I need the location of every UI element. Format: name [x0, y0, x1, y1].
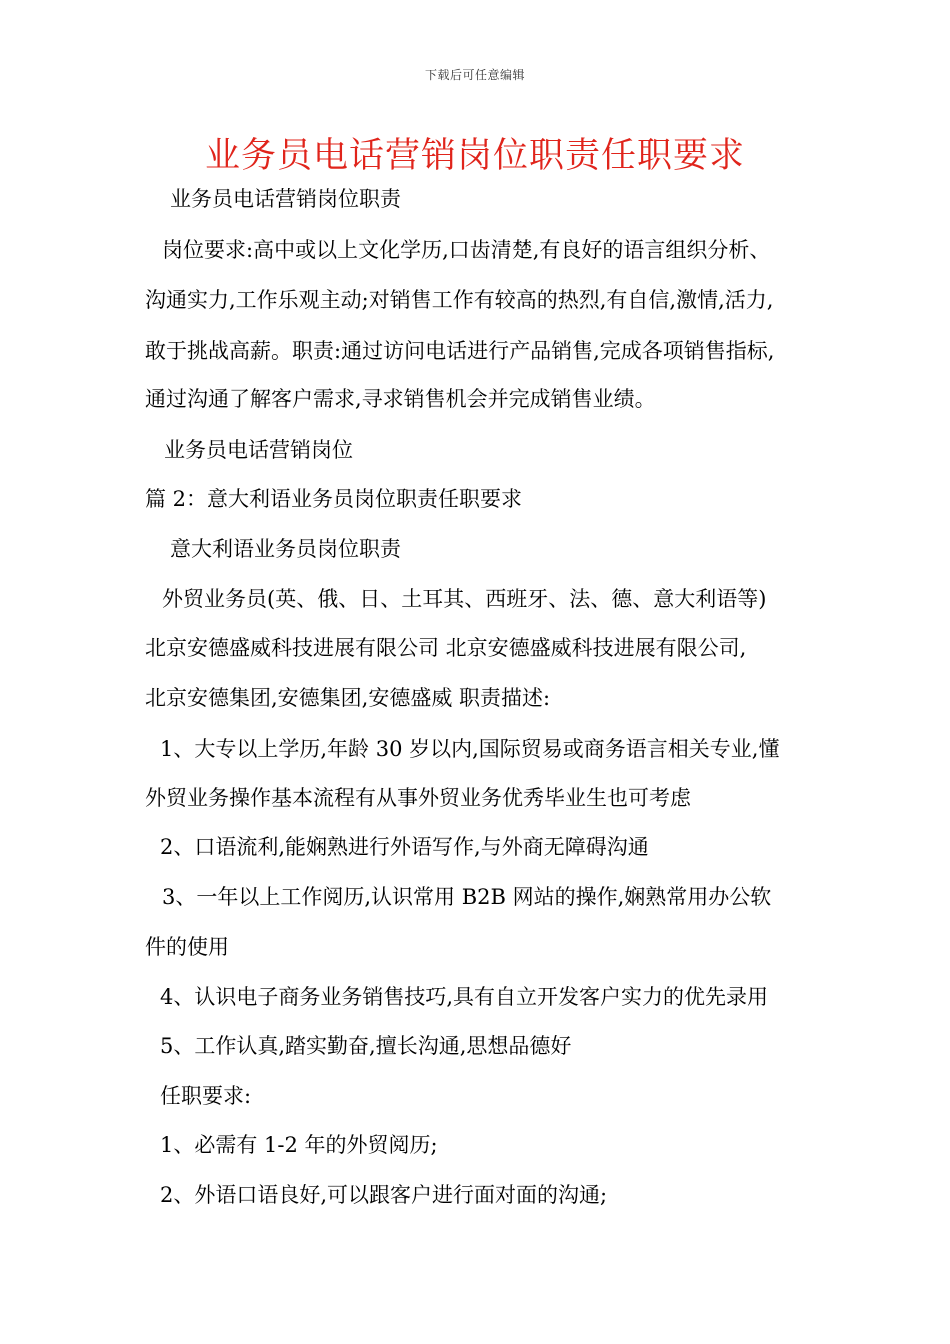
- section-heading: 篇 2：意大利语业务员岗位职责任职要求: [145, 487, 523, 511]
- paragraph-line: 业务员电话营销岗位: [164, 438, 353, 462]
- paragraph-line: 通过沟通了解客户需求,寻求销售机会并完成销售业绩。: [145, 387, 656, 411]
- paragraph-line: 任职要求:: [160, 1084, 252, 1108]
- document-title: 业务员电话营销岗位职责任职要求: [204, 136, 745, 176]
- paragraph-line: 沟通实力,工作乐观主动;对销售工作有较高的热烈,有自信,激情,活力,: [145, 288, 774, 312]
- list-item: 5、工作认真,踏实勤奋,擅长沟通,思想品德好: [160, 1034, 572, 1058]
- list-item: 3、一年以上工作阅历,认识常用 B2B 网站的操作,娴熟常用办公软: [162, 885, 772, 909]
- header-note: 下载后可任意编辑: [424, 68, 525, 82]
- paragraph-line: 外贸业务操作基本流程有从事外贸业务优秀毕业生也可考虑: [145, 786, 691, 810]
- paragraph-line: 岗位要求:高中或以上文化学历,口齿清楚,有良好的语言组织分析、: [162, 238, 771, 262]
- list-item: 1、大专以上学历,年龄 30 岁以内,国际贸易或商务语言相关专业,懂: [160, 737, 780, 761]
- paragraph-line: 北京安德盛威科技进展有限公司 北京安德盛威科技进展有限公司,: [145, 636, 747, 660]
- paragraph-line: 敢于挑战高薪。职责:通过访问电话进行产品销售,完成各项销售指标,: [145, 339, 775, 363]
- list-item: 2、口语流利,能娴熟进行外语写作,与外商无障碍沟通: [160, 835, 649, 859]
- list-item: 1、必需有 1-2 年的外贸阅历;: [160, 1133, 438, 1157]
- paragraph-line: 北京安德集团,安德集团,安德盛威 职责描述:: [145, 686, 551, 710]
- list-item: 4、认识电子商务业务销售技巧,具有自立开发客户实力的优先录用: [160, 985, 769, 1009]
- paragraph-line: 外贸业务员(英、俄、日、土耳其、西班牙、法、德、意大利语等): [162, 587, 767, 611]
- paragraph-line: 件的使用: [145, 935, 229, 959]
- paragraph-line: 业务员电话营销岗位职责: [170, 187, 401, 211]
- paragraph-line: 意大利语业务员岗位职责: [170, 537, 401, 561]
- list-item: 2、外语口语良好,可以跟客户进行面对面的沟通;: [160, 1183, 608, 1207]
